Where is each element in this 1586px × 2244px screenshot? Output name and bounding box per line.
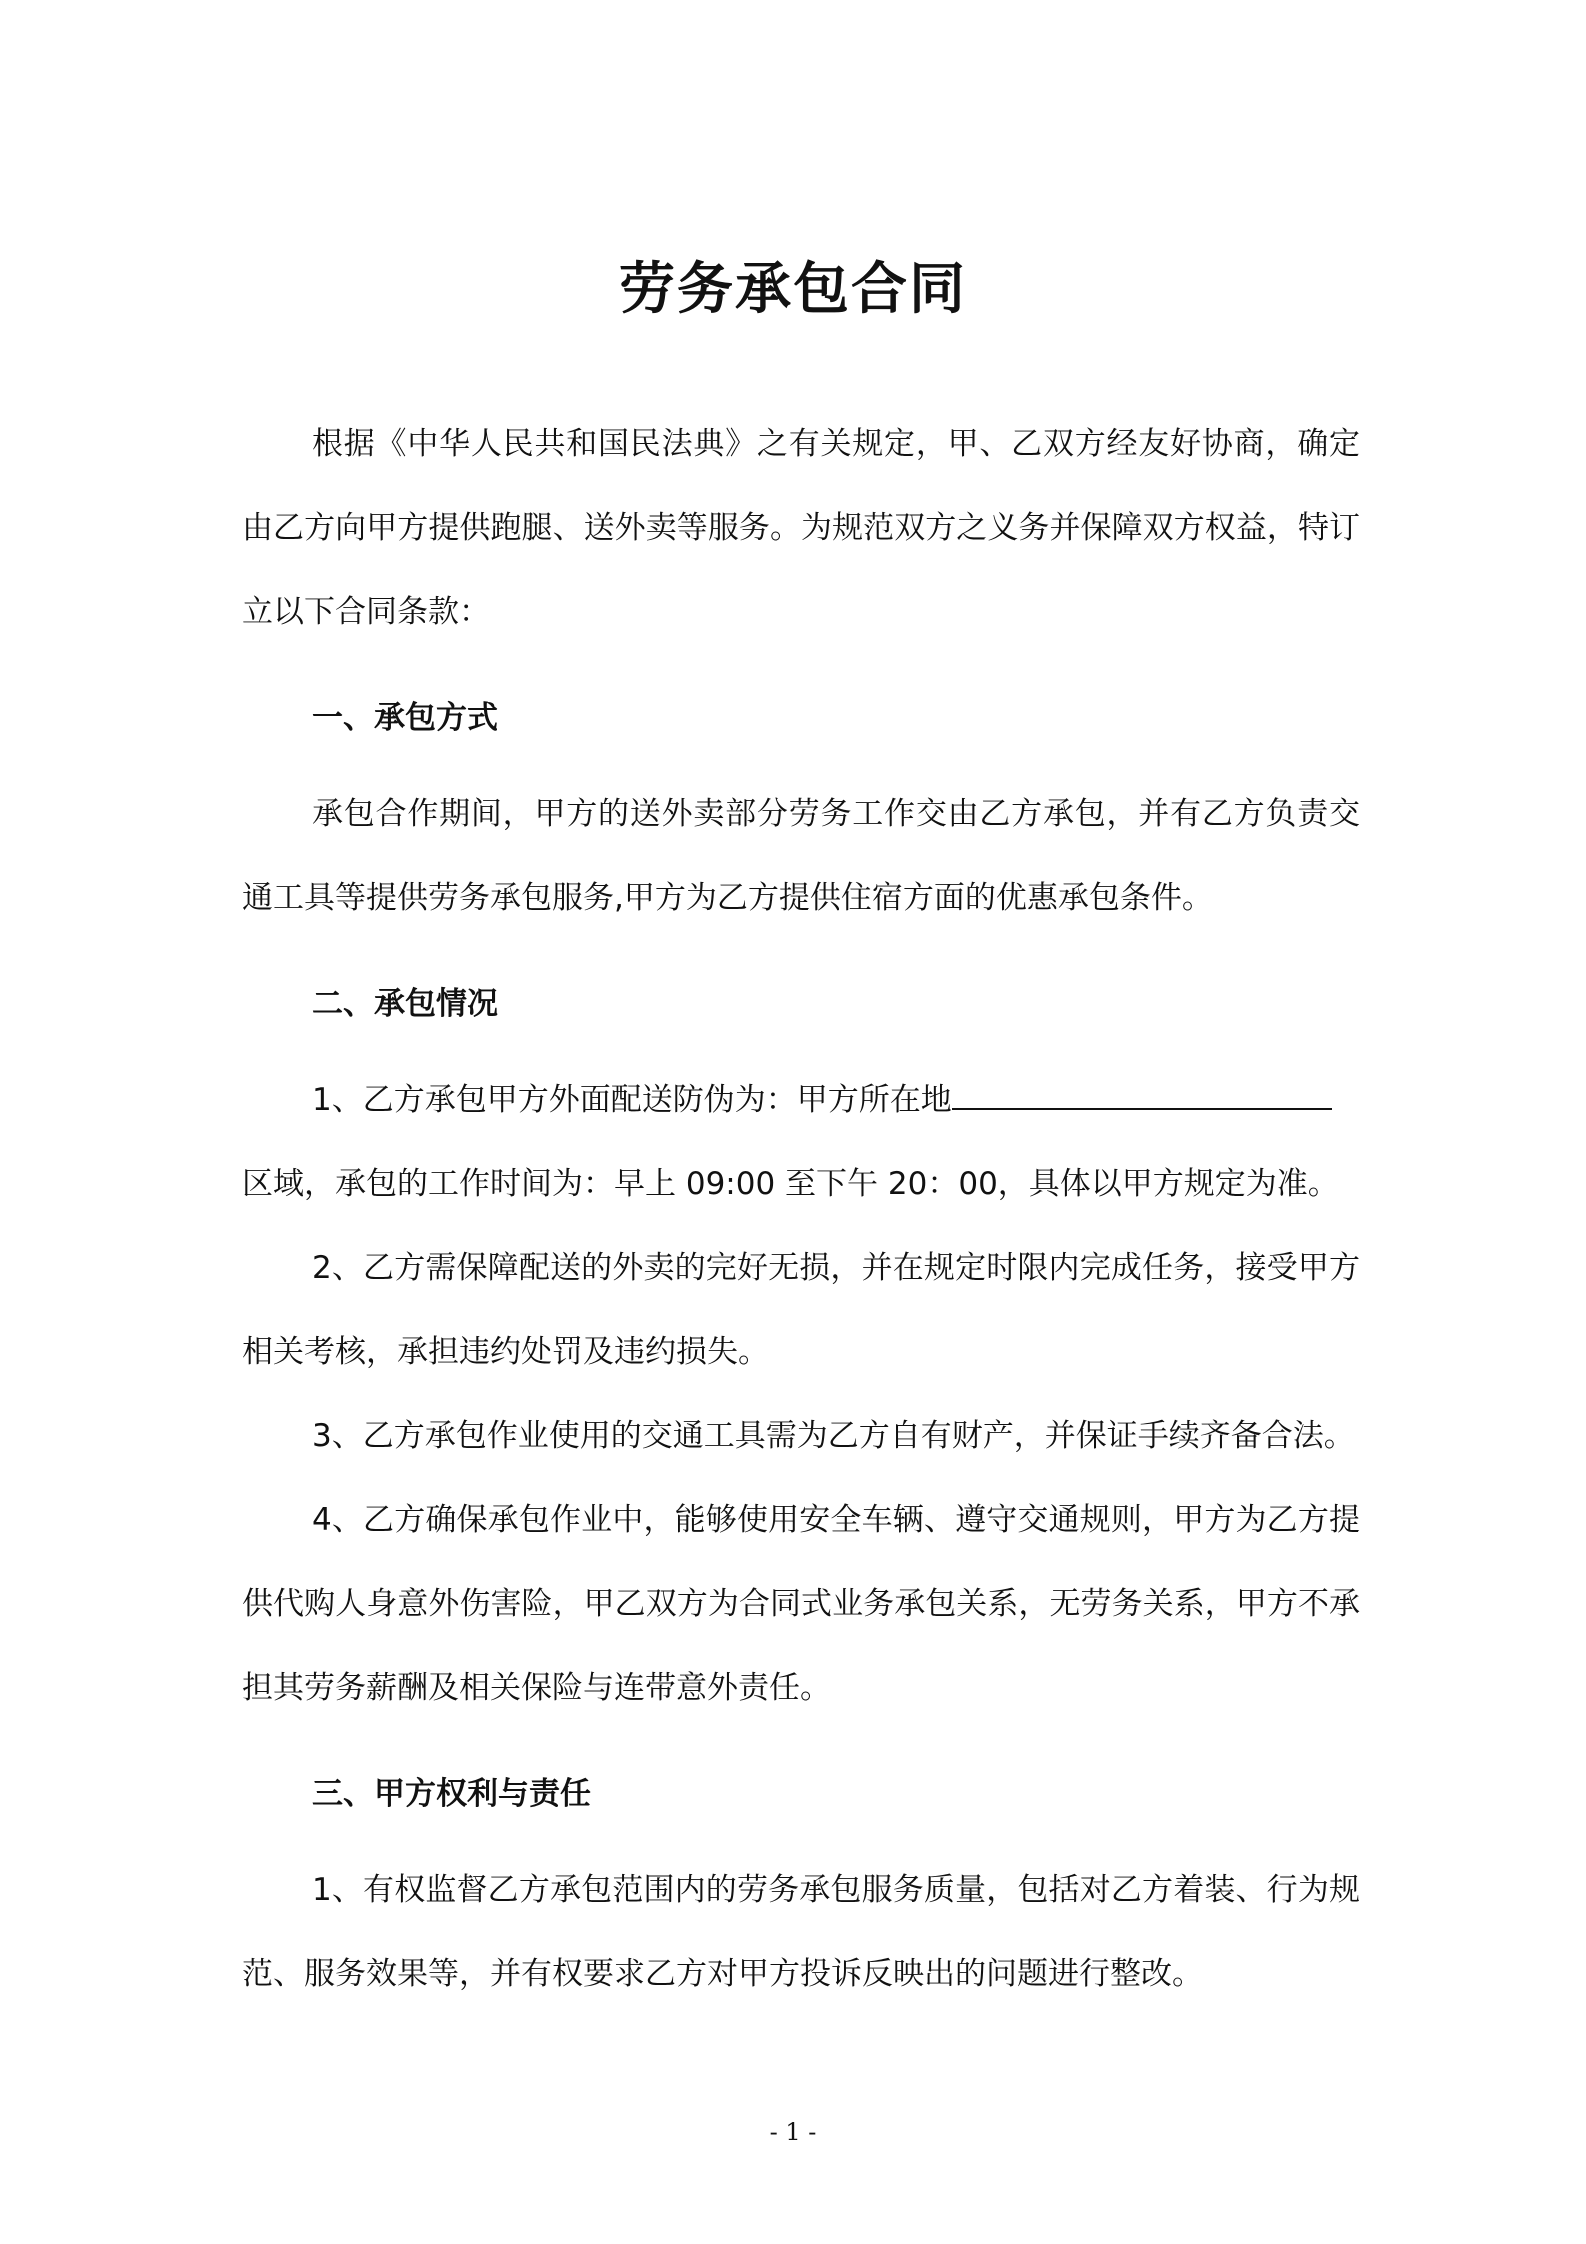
contract-item-4: 4、乙方确保承包作业中，能够使用安全车辆、遵守交通规则，甲方为乙方提供代购人身意外伤害险，甲乙双方为合同式业务承包关系，无劳务关系，甲方不承担其劳务薪酬及相关保险与连带意外责任。 xyxy=(242,1502,1360,1706)
document-body xyxy=(242,402,1360,2016)
page-number: - 1 - xyxy=(769,2118,817,2146)
contract-item-1-continued: 区域，承包的工作时间为：早上 09:00 至下午 20：00，具体以甲方规定为准。 xyxy=(242,1166,1339,1202)
contract-item-2: 2、乙方需保障配送的外卖的完好无损，并在规定时限内完成任务，接受甲方相关考核，承担违约处罚及违约损失。 xyxy=(242,1250,1360,1370)
contract-item-3: 3、乙方承包作业使用的交通工具需为乙方自有财产，并保证手续齐备合法。 xyxy=(312,1418,1355,1454)
section-heading-contract-details: 二、承包情况 xyxy=(312,986,498,1022)
section-heading-party-a-rights: 三、甲方权利与责任 xyxy=(312,1776,591,1812)
section-heading-contract-mode: 一、承包方式 xyxy=(312,700,498,736)
intro-paragraph: 根据《中华人民共和国民法典》之有关规定，甲、乙双方经友好协商，确定由乙方向甲方提供跑腿、送外卖等服务。为规范双方之义务并保障双方权益，特订立以下合同条款： xyxy=(242,426,1360,630)
document-title: 劳务承包合同 xyxy=(619,257,967,322)
contract-item-1 xyxy=(242,1058,1360,1226)
contract-item-1-text: 1、乙方承包甲方外面配送防伪为：甲方所在地 xyxy=(312,1082,952,1118)
contract-mode-paragraph: 承包合作期间，甲方的送外卖部分劳务工作交由乙方承包，并有乙方负责交通工具等提供劳务承包服务,甲方为乙方提供住宿方面的优惠承包条件。 xyxy=(242,796,1360,916)
location-blank-line xyxy=(952,1080,1332,1110)
party-a-item-1: 1、有权监督乙方承包范围内的劳务承包服务质量，包括对乙方着装、行为规范、服务效果等，并有权要求乙方对甲方投诉反映出的问题进行整改。 xyxy=(242,1872,1360,1992)
